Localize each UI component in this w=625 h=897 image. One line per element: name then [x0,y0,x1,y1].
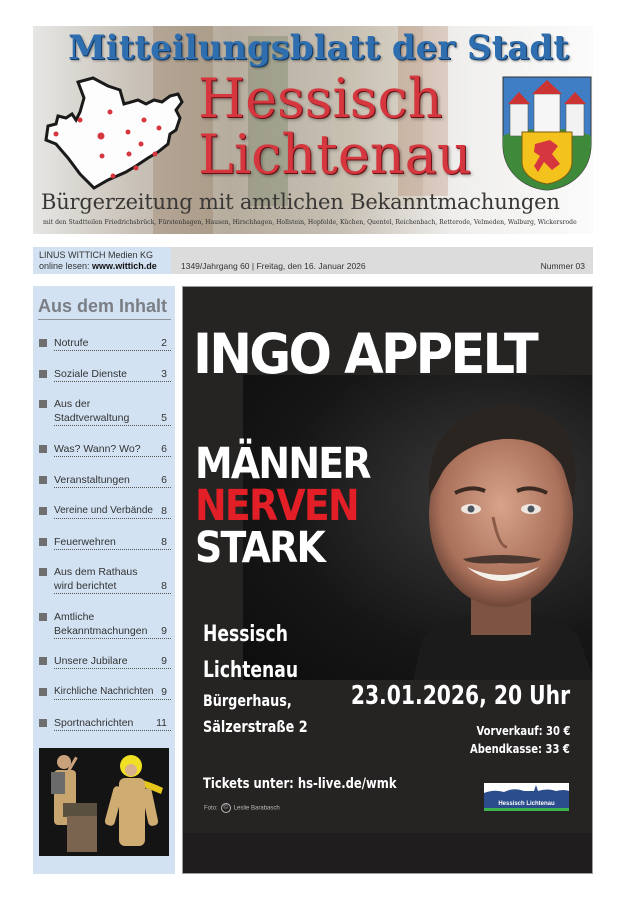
town-name-line1: Hessisch [198,67,443,130]
dotted-leader [54,381,171,382]
square-bullet-icon [39,538,47,546]
toc-item-page: 8 [161,505,167,517]
toc-item-page: 6 [161,443,167,455]
dotted-leader [54,549,171,550]
box-office-price: Abendkasse: 33 € [470,741,570,756]
photographer-name: Leslie Barabasch [233,805,280,812]
table-of-contents [33,286,175,874]
photo-credit-label: Foto: [204,805,218,812]
toc-item-label: Aus der Stadtverwaltung [54,398,130,424]
artist-name: INGO APPELT [193,322,536,386]
publication-subtitle: Bürgerzeitung mit amtlichen Bekanntmachungen [41,190,560,214]
dotted-leader [54,699,171,700]
toc-item-page: 8 [161,580,167,592]
publisher-box [33,247,171,274]
venue-town-line2: Lichtenau [203,658,299,683]
publisher-website-link[interactable]: www.wittich.de [92,261,157,271]
toc-item-page: 8 [161,536,167,548]
venue-name: Bürgerhaus, [203,691,292,710]
districts-line: mit den Stadtteilen Friedrichsbrück, Fürstenhagen, Hausen, Hirschhagen, Hollstein, Hopfelde, Küchen, Quentel, Reichenbach, Retterode, Velmeden, Walburg, Wickersrode [43,219,577,226]
artist-portrait-photo [403,387,593,680]
square-bullet-icon [39,370,47,378]
square-bullet-icon [39,507,47,515]
town-logo [484,783,569,811]
event-poster [182,286,593,874]
copyright-icon: © [221,803,231,813]
masthead [33,26,593,234]
town-name-line2: Lichtenau [198,123,472,186]
toc-item-page: 2 [161,337,167,349]
publisher-name: LINUS WITTICH Medien KG [39,250,154,260]
event-date-time: 23.01.2026, 20 Uhr [350,681,570,711]
issue-number: Nummer 03 [540,261,585,271]
poster-footer [183,833,592,874]
toc-item-label: Vereine und Verbände [54,505,153,516]
show-title-line2: NERVEN [195,481,358,531]
issue-info-bar [33,247,593,274]
toc-item-label: Kirchliche Nachrichten [54,686,154,697]
square-bullet-icon [39,339,47,347]
toc-item-page: 5 [161,412,167,424]
coat-of-arms-icon [500,74,593,192]
town-logo-label: Hessisch Lichtenau [498,801,555,807]
dotted-leader [54,518,171,519]
presale-price: Vorverkauf: 30 € [476,723,570,738]
toc-item-page: 9 [161,686,167,698]
toc-item-page: 3 [161,368,167,380]
toc-item-label: Unsere Jubilare [54,655,128,667]
toc-item-label: Soziale Dienste [54,368,127,380]
online-prefix: online lesen: [39,261,93,271]
toc-item-label: Sportnachrichten [54,717,134,729]
show-title-line3: STARK [195,523,325,573]
square-bullet-icon [39,568,47,576]
municipality-map-icon [38,74,188,194]
issue-date: 1349/Jahrgang 60 | Freitag, den 16. Januar 2026 [181,261,366,271]
dotted-leader [54,638,171,639]
dotted-leader [54,730,171,731]
toc-item-label: Veranstaltungen [54,474,130,486]
theater-scene-photo [39,748,169,856]
publication-title: Mitteilungsblatt der Stadt [68,28,569,68]
square-bullet-icon [39,688,47,696]
dotted-leader [54,668,171,669]
online-reading-line [39,261,157,271]
square-bullet-icon [39,613,47,621]
toc-item-label: Feuerwehren [54,536,116,548]
toc-item-label: Was? Wann? Wo? [54,443,141,455]
toc-item-page: 6 [161,474,167,486]
dotted-leader [54,487,171,488]
square-bullet-icon [39,400,47,408]
venue-address: Sälzerstraße 2 [203,717,308,736]
toc-item-label: Aus dem Rathaus wird berichtet [54,566,138,592]
toc-item-page: 11 [156,717,167,729]
square-bullet-icon [39,445,47,453]
toc-item-label: Notrufe [54,337,89,349]
dotted-leader [54,425,171,426]
toc-item-page: 9 [161,655,167,667]
toc-heading: Aus dem Inhalt [38,296,171,320]
photo-credit [204,803,280,813]
toc-item-label: Amtliche Bekanntmachungen [54,611,148,637]
show-title-line1: MÄNNER [195,439,370,489]
toc-item-page: 9 [161,625,167,637]
square-bullet-icon [39,719,47,727]
dotted-leader [54,350,171,351]
dotted-leader [54,456,171,457]
dotted-leader [54,593,171,594]
square-bullet-icon [39,657,47,665]
ticket-info-link[interactable]: Tickets unter: hs-live.de/wmk [203,776,397,792]
square-bullet-icon [39,476,47,484]
venue-town-line1: Hessisch [203,622,288,647]
